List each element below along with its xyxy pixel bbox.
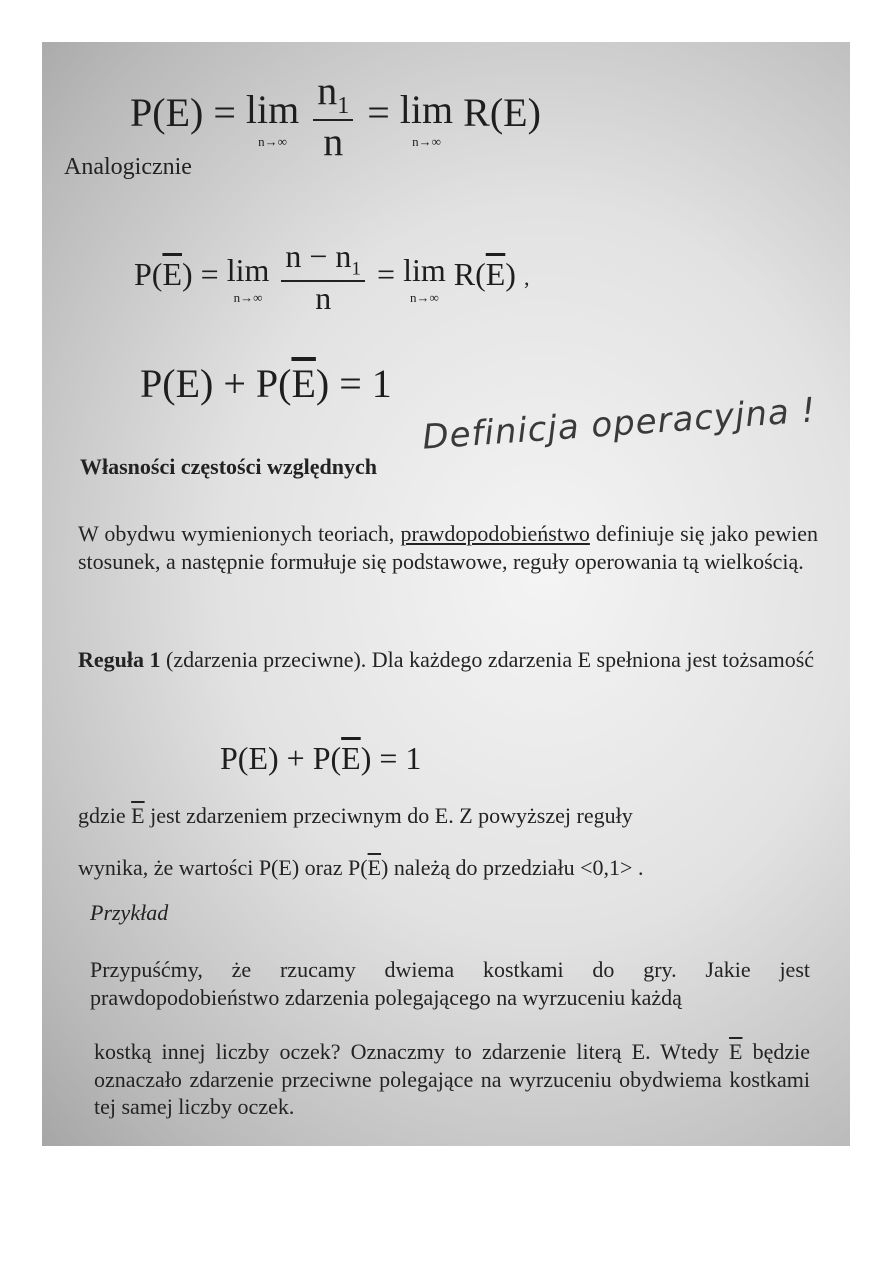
- paragraph-example-2: kostką innej liczby oczek? Oznaczmy to zdarzenie literą E. Wtedy $\overline{E}$ będzie oznaczało zdarzenie przeciwne polegające na wyrzuceniu obydwiema kostkami tej samej liczby oczek.: [94, 1039, 810, 1119]
- rule-1-paragraph: Reguła 1 (zdarzenia przeciwne). Dla każdego zdarzenia E spełniona jest tożsamość: [78, 647, 815, 672]
- paragraph-where: gdzie $\overline{E}$ jest zdarzeniem przeciwnym do E. Z powyższej reguły: [78, 803, 633, 828]
- section-heading: Własności częstości względnych: [80, 454, 377, 479]
- example-label: Przykład: [90, 900, 169, 925]
- paragraph-intro: W obydwu wymienionych teoriach, prawdopodobieństwo definiuje się jako pewien stosunek, a następnie formułuje się podstawowe, reguły operowania tą wielkością.: [78, 521, 818, 574]
- formula-sum-one: $P(E) + P(\overline{E}) = 1$: [140, 361, 392, 406]
- paragraph-interval: wynika, że wartości P(E) oraz $P(\overline{E})$ należą do przedziału <0,1> .: [78, 855, 644, 880]
- formula-limit-pe: P(E) = lim n→∞ $\frac{n_1}{n}$ = lim n→∞ R(E): [130, 68, 541, 165]
- analogicznie-label: Analogicznie: [64, 154, 192, 180]
- paragraph-example-1: Przypuśćmy, że rzucamy dwiema kostkami do gry. Jakie jest prawdopodobieństwo zdarzenia polegającego na wyrzuceniu każdą: [90, 957, 810, 1010]
- document-photo: [42, 42, 850, 1146]
- formula-rule-1: $P(E) + P(\overline{E}) = 1$: [220, 740, 422, 776]
- handwritten-annotation: Definicja operacyjna !: [421, 390, 818, 458]
- formula-limit-pe-complement: $P(\overline{E})$ = lim n→∞ $\frac{n - n_1}{n}$ = lim n→∞ $R(\overline{E})$ ,: [134, 238, 530, 316]
